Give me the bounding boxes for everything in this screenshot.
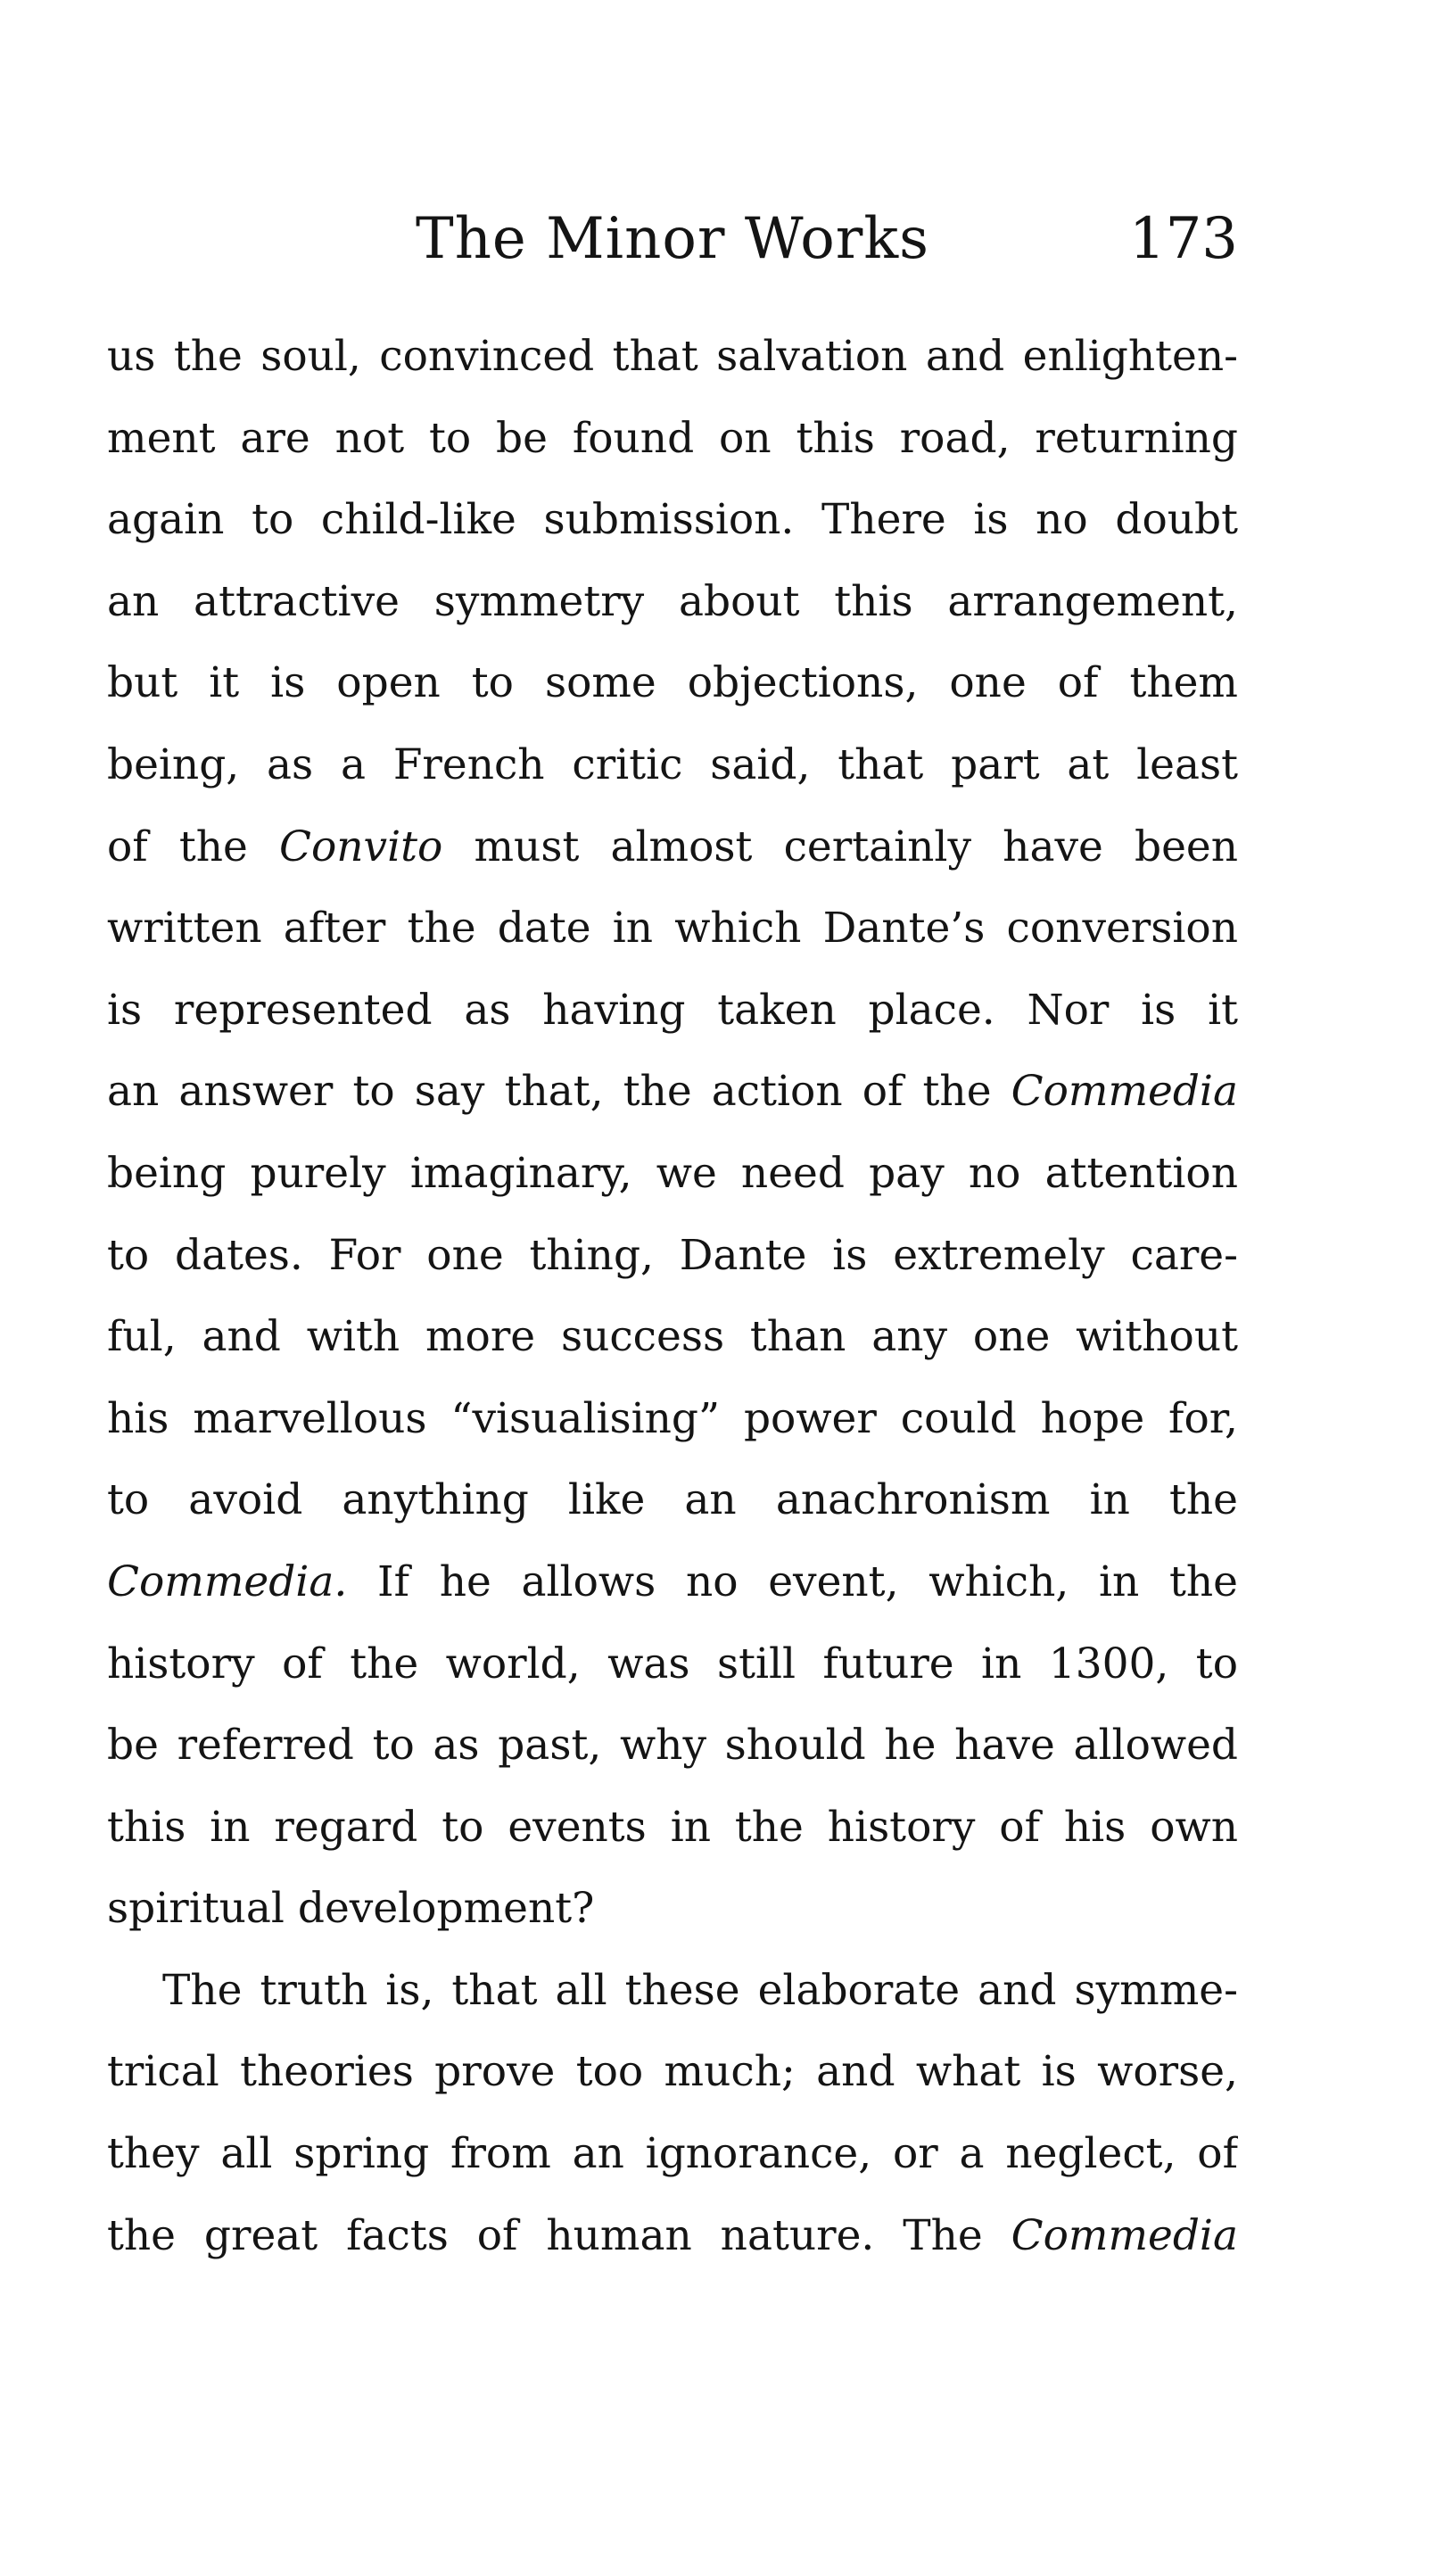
page-number: 173 <box>1128 206 1238 272</box>
text-line: this in regard to events in the history of his own <box>107 1802 1238 1852</box>
text-line: an answer to say that, the action of the Commedia <box>107 1067 1238 1117</box>
text-line: they all spring from an ignorance, or a neglect, of <box>107 2129 1238 2179</box>
paragraph <box>107 1950 1238 2276</box>
body-text <box>107 316 1238 2276</box>
italic-title: Commedia. <box>107 1556 348 1606</box>
text-line: but it is open to some objections, one of them <box>107 658 1238 708</box>
text-line: Commedia. If he allows no event, which, in the <box>107 1556 1238 1606</box>
text-line: history of the world, was still future in 1300, to <box>107 1639 1238 1688</box>
text-line: ment are not to be found on this road, returning <box>107 413 1238 463</box>
text-line: the great facts of human nature. The Commedia <box>107 2210 1238 2260</box>
text-line: an attractive symmetry about this arrangement, <box>107 576 1238 626</box>
text-line: is represented as having taken place. Nor is it <box>107 985 1238 1035</box>
text-line: written after the date in which Dante’s conversion <box>107 904 1238 954</box>
text-line: trical theories prove too much; and what is worse, <box>107 2047 1238 2097</box>
text-line: ful, and with more success than any one without <box>107 1312 1238 1362</box>
text-line: his marvellous “visualising” power could hope for, <box>107 1393 1238 1443</box>
text-line: of the Convito must almost certainly have been <box>107 822 1238 871</box>
text-line: us the soul, convinced that salvation and enlighten- <box>107 332 1238 381</box>
text-line: being, as a French critic said, that part at least <box>107 739 1238 789</box>
italic-title: Commedia <box>1011 1067 1238 1117</box>
text-line: The truth is, that all these elaborate and symme- <box>162 1965 1238 2015</box>
italic-title: Convito <box>279 822 443 871</box>
text-line: spiritual development? <box>107 1884 595 1934</box>
running-title: The Minor Works <box>416 206 929 272</box>
text-line: to avoid anything like an anachronism in the <box>107 1475 1238 1525</box>
paragraph <box>107 316 1238 1950</box>
text-line: being purely imaginary, we need pay no attention <box>107 1148 1238 1198</box>
italic-title: Commedia <box>1011 2210 1238 2260</box>
text-line: again to child-like submission. There is no doubt <box>107 495 1238 545</box>
text-line: to dates. For one thing, Dante is extremely care- <box>107 1230 1238 1280</box>
text-line: be referred to as past, why should he have allowed <box>107 1721 1238 1771</box>
running-head <box>107 203 1238 275</box>
